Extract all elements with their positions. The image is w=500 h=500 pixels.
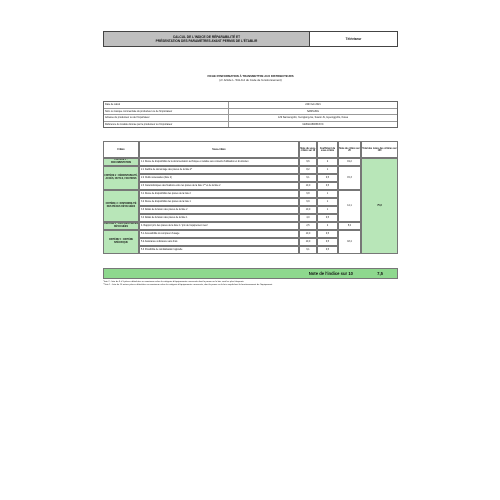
criterion-name: CRITÈRE 1 : DOCUMENTATION [103,158,139,166]
subcriterion-note: 10,0 [299,182,317,190]
info-label: Référence du modèle donnée par le producteur ou l'importateur [104,122,229,128]
subcriterion-note: 9,6 [299,158,317,166]
info-row [104,122,397,128]
total-note-100: 75,8 [361,158,398,254]
subcriterion-coef: 2 [317,158,338,166]
info-row [104,109,397,116]
subcriterion-note: 10,0 [299,206,317,214]
subcriterion-coef: 1 [317,166,338,174]
subcriterion-coef: 1 [317,198,338,206]
index-label: Note de l'indice sur 10 [308,271,353,276]
col-coef: Coefficient du sous-critère [317,141,338,158]
title-line-1: CALCUL DE L'INDICE DE RÉPARABILITÉ ET [172,34,241,39]
subcriterion-label: 3.4 Délais de livraison des pièces de la liste 1 [139,214,299,222]
header-title [104,32,310,46]
index-value: 7,5 [377,271,383,276]
subcriterion-coef: 0,5 [317,230,338,238]
criterion-note: 18,4 [338,230,361,254]
subcriterion-label: 3.1 Durée de disponibilité des pièces de la liste 2 [139,190,299,198]
info-label: Nom ou marque commerciale du producteur ou de l'importateur [104,109,229,115]
subcriterion-label: 4. Rapport prix des pièces de la liste 2 / prix de l'équipement neuf [139,222,299,230]
subcriterion-note: 6,1 [299,246,317,254]
title-line-2: PRÉSENTATION DES PARAMÈTRES AYANT PERMIS DE L'ÉTABLIR [155,39,258,43]
header [103,31,398,47]
info-value: 24th Feb 2021 [305,103,321,107]
subcriterion-coef: 2 [317,222,338,230]
col-note: Note du sous-critère sur 10 [299,141,317,158]
subcriterion-note: 4,0 [299,214,317,222]
subcriterion-coef: 0,5 [317,214,338,222]
subcriterion-coef: 0,5 [317,174,338,182]
subcriterion-label: 1.1 Durée de disponibilité de la documentation technique et relative aux conseils d'utilisation et d'entretien [139,158,299,166]
info-label: Adresse du producteur ou de l'importateur [104,115,229,121]
info-value: SAMSUNG [306,109,320,113]
subtitle-line-1: FICHE D'INFORMATION À TRANSMETTRE AUX DISTRIBUTEURS [207,74,294,78]
col-sous-critere: Sous-critère [139,141,299,158]
subcriterion-note: 6,8 [299,190,317,198]
footnote: *liste 2 : liste de 3 à 5 pièces détachées au maximum selon la catégorie d'équipements concernée dont la panne ou le bris sont les plus fréquents [103,281,244,283]
index-footer [103,268,398,279]
subtitle-line-2: (cf. Article L. 541-9-2 du Code de l'environnement) [219,78,282,82]
criterion-note: 5,0 [338,222,361,230]
repairability-sheet [103,31,398,287]
subcriterion-coef: 0,5 [317,182,338,190]
subcriterion-label: 2.2 Outils nécessaires (liste 2) [139,174,299,182]
subcriterion-coef: 0,5 [317,238,338,246]
criterion-name: CRITÈRE 5 : CRITÈRE SPÉCIFIQUE [103,230,139,254]
info-value: UE50AU8005KXXC [302,123,324,127]
col-total: Total des notes des critères sur 100 [361,141,398,158]
col-critere: Critère [103,141,139,158]
subcriterion-label: 5.3 Possibilité de réinitialisation logicielle [139,246,299,254]
subcriterion-label: 2.3 Caractéristiques des fixations entre les pièces de la liste 1** et de la liste 2 [139,182,299,190]
subcriterion-coef: 1 [317,190,338,198]
criterion-note: 15,3 [338,166,361,190]
info-value: 129 Samsung-Ro, Yeongtong-Gu, Suwon-Si, Gyeonggi-Do, Korea [278,116,348,120]
subcriterion-coef: 1 [317,206,338,214]
subcriterion-note: 10,0 [299,230,317,238]
info-table [103,101,398,128]
product-category: Téléviseur [345,37,362,41]
info-row [104,102,397,109]
col-note-critere: Note du critère sur 20 [338,141,361,158]
subcriterion-note: 10,0 [299,238,317,246]
criteria-table [103,141,398,271]
criterion-note: 14,1 [338,190,361,222]
info-label: Date de calcul [104,102,229,108]
subcriterion-label: 3.2 Durée de disponibilité des pièces de la liste 1 [139,198,299,206]
subcriterion-label: 5.2 Assistance à distance sans frais [139,238,299,246]
criterion-name: CRITÈRE 2 : DÉMONTABILITÉ, ACCÈS, OUTILS, FIXATIONS [103,166,139,190]
criterion-name: CRITÈRE 3 : DISPONIBILITÉ DES PIÈCES DÉTACHÉES [103,190,139,222]
criterion-note: 19,2 [338,158,361,166]
subcriterion-note: 8,2 [299,166,317,174]
subcriterion-note: 6,9 [299,198,317,206]
criterion-name: CRITÈRE 4 : PRIX DES PIÈCES DÉTACHÉES [104,223,138,228]
footnotes [103,281,398,288]
info-row [104,115,397,122]
subcriterion-note: 6,1 [299,174,317,182]
subcriterion-label: 2.1 Facilité de démontage des pièces de la liste 2* [139,166,299,174]
subcriterion-label: 3.3 Délais de livraison des pièces de la liste 2 [139,206,299,214]
subcriterion-label: 5.1 Accessibilité du compteur d'usage [139,230,299,238]
subcriterion-note: 2,5 [299,222,317,230]
subcriterion-coef: 0,5 [317,246,338,254]
footnote: **liste 1 : liste de 10 autres pièces détachées au maximum selon la catégorie d'équipements concernée, dont la panne ou le bris empêchent la fonctionnement de l'équipement [103,284,273,287]
